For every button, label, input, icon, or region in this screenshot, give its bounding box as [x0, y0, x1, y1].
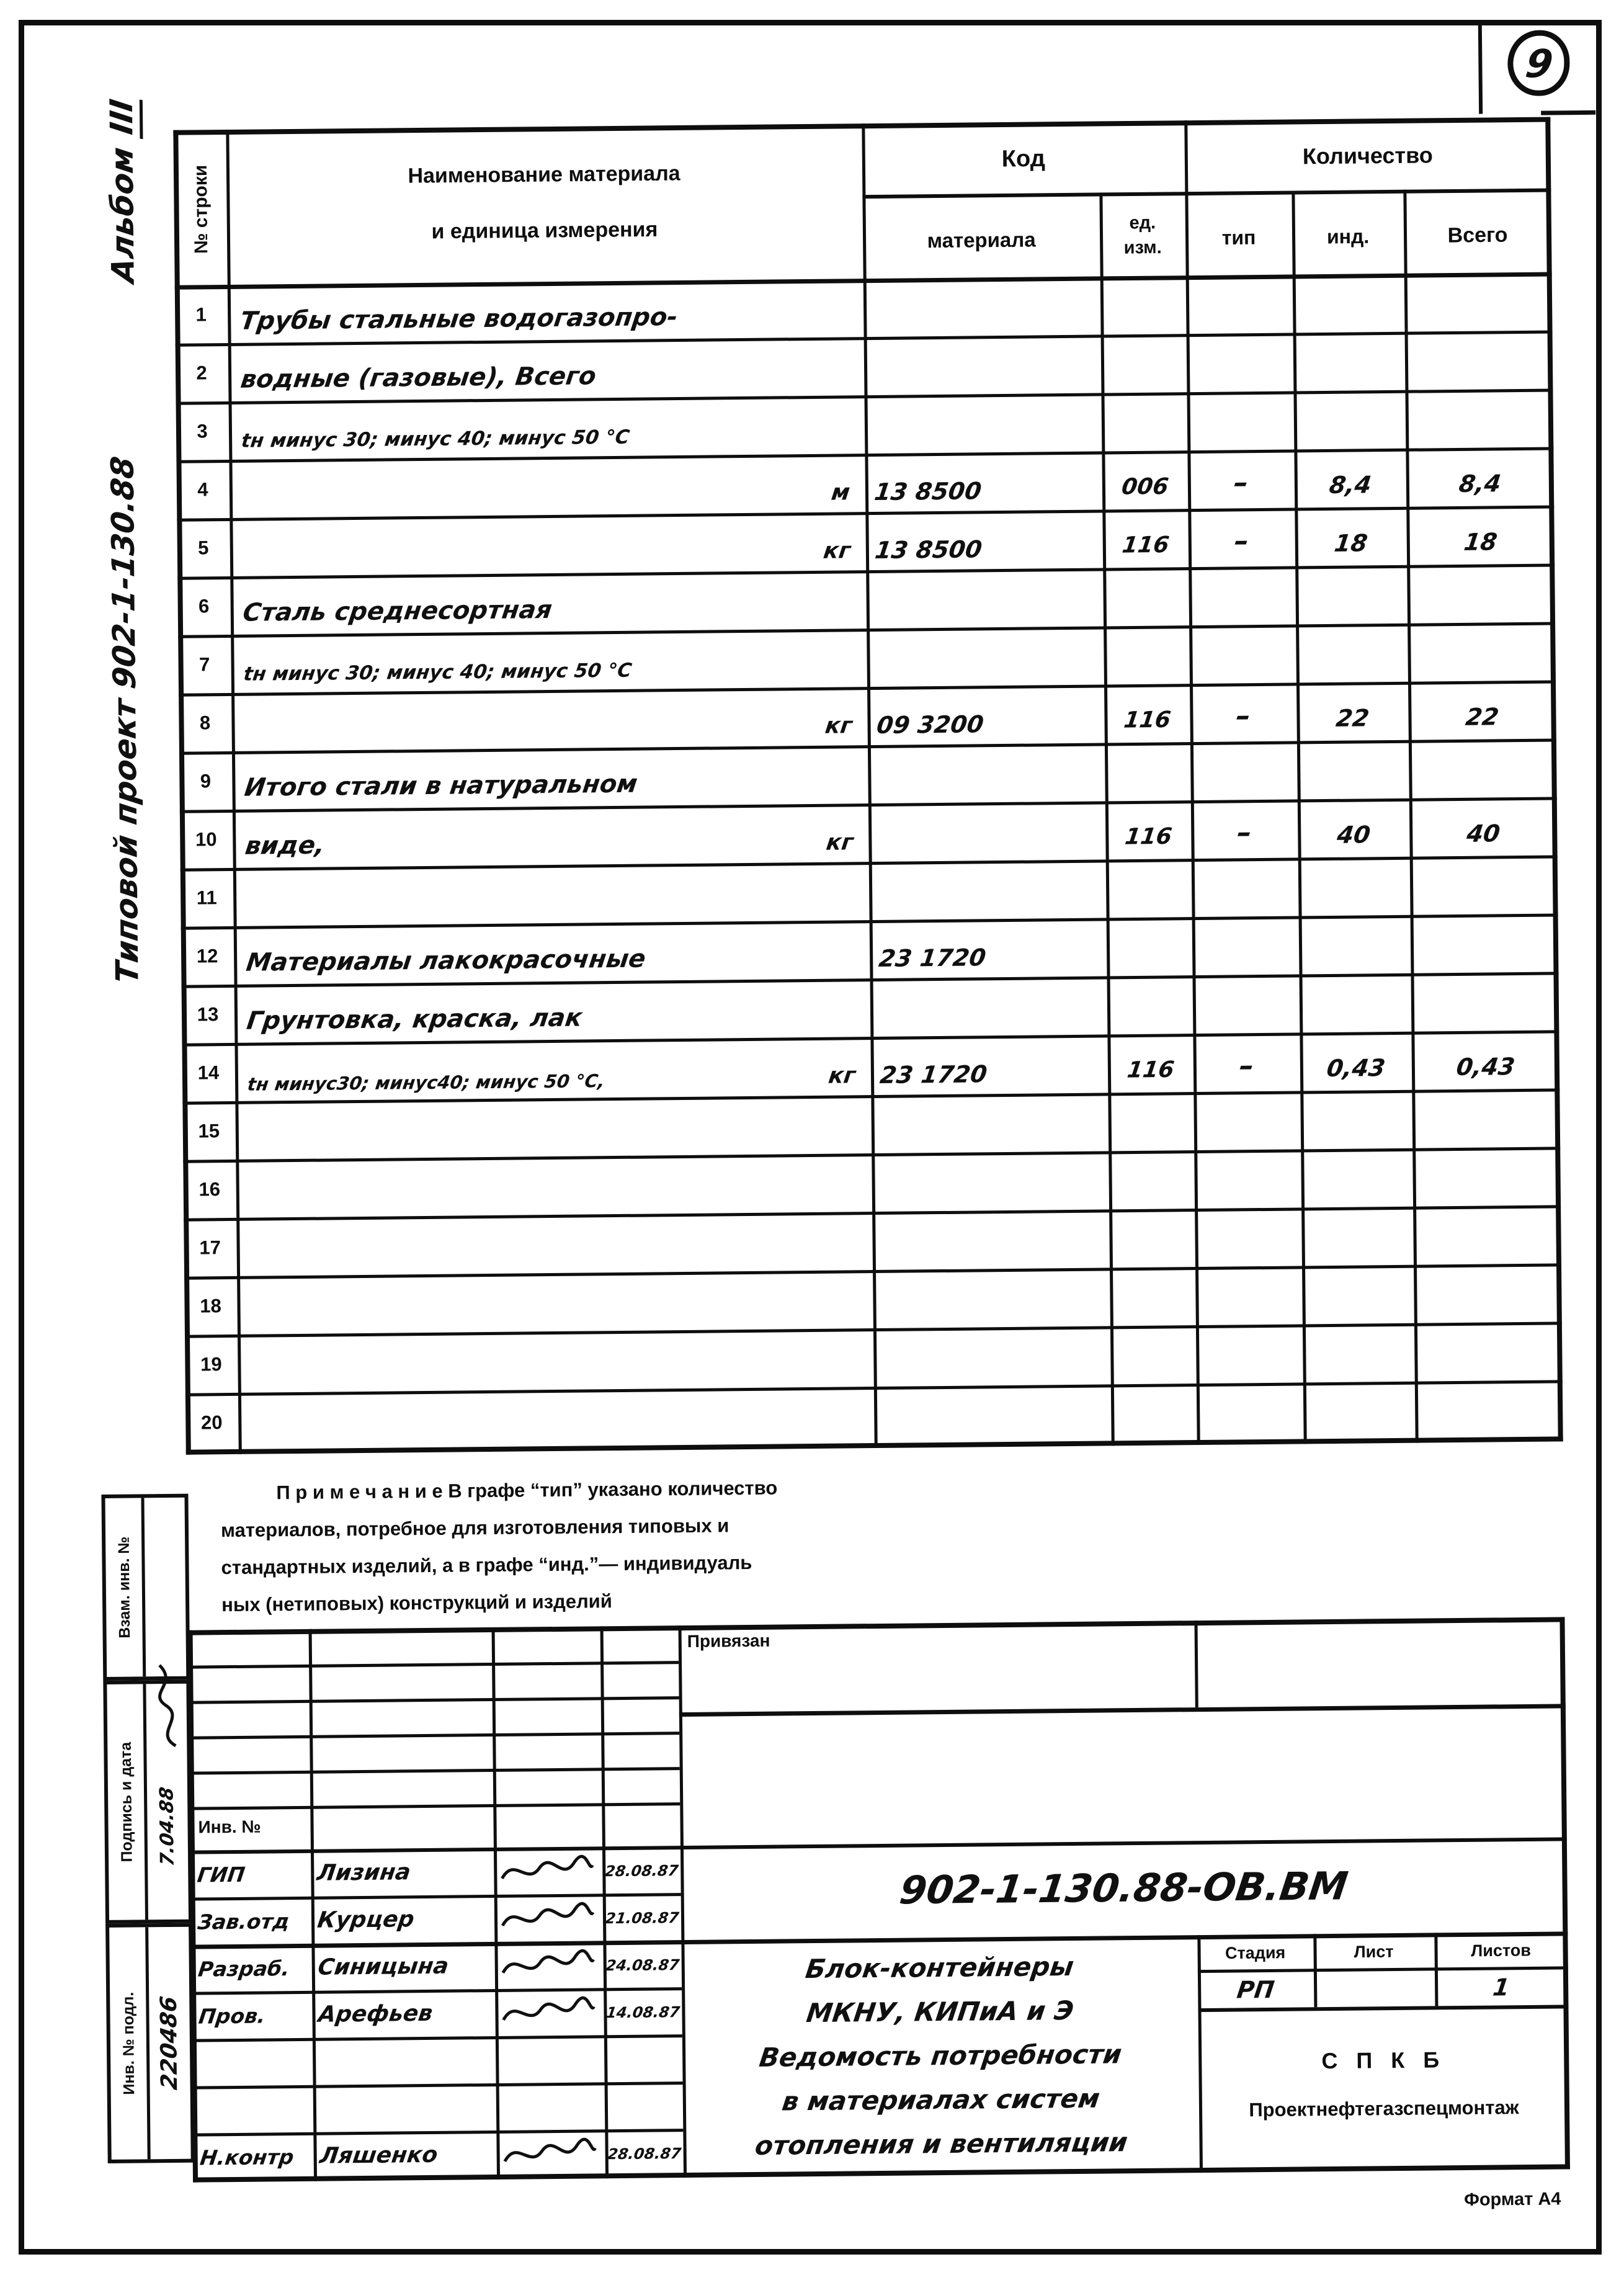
row-number: 18 — [200, 1295, 221, 1317]
signature-scribble — [499, 2137, 599, 2170]
frame-top-line — [1541, 110, 1595, 115]
row-ind: 0,43 — [1325, 1054, 1387, 1083]
grid-line — [309, 1629, 318, 2181]
row-type: – — [1237, 1048, 1256, 1083]
stamp-vzam-inv — [101, 1494, 190, 1681]
sheet-header: Лист — [1354, 1942, 1394, 1962]
row-name: Сталь среднесортная — [241, 595, 554, 627]
row-name: tн минус 30; минус 40; минус 50 °С — [242, 659, 633, 686]
row-unit-code: 116 — [1122, 707, 1172, 733]
sheet-number: 9 — [1523, 40, 1556, 87]
signature-role: Разраб. — [197, 1956, 292, 1982]
binding-label: Привязан — [687, 1630, 770, 1651]
grid-line — [679, 1625, 687, 2178]
note-line: материалов, потребное для изготовления типовых и — [220, 1514, 729, 1542]
grid-line — [1559, 1617, 1570, 2169]
stamp-divider — [145, 1927, 151, 2159]
row-number: 15 — [198, 1120, 220, 1142]
col-header-code-group: Код — [1001, 145, 1046, 172]
stamp-inv-podl — [105, 1923, 195, 2163]
row-unit-code: 116 — [1125, 1057, 1176, 1083]
row-name: водные (газовые), Всего — [239, 362, 598, 394]
note-line: ных (нетиповых) конструкций и изделий — [221, 1590, 612, 1616]
row-unit: кг — [824, 829, 855, 856]
sheet-number-box-line — [1478, 21, 1483, 114]
row-total: 22 — [1464, 703, 1501, 731]
note-line: стандартных изделий, а в графе “инд.”— индивидуаль — [221, 1551, 752, 1579]
signature-date: 28.08.87 — [606, 2145, 682, 2163]
col-header-qty-group: Количество — [1302, 142, 1433, 169]
doc-number: 902-1-130.88-ОВ.ВМ — [897, 1863, 1351, 1913]
inventory-label: Инв. № — [198, 1817, 261, 1837]
grid-line — [188, 1661, 679, 1669]
signature-scribble — [498, 1995, 597, 2029]
row-number: 20 — [200, 1411, 223, 1434]
row-type: – — [1231, 465, 1251, 499]
row-number: 1 — [195, 303, 207, 326]
row-type: – — [1232, 524, 1251, 558]
stamp-podpis-data — [103, 1680, 192, 1924]
grid-line — [1292, 190, 1306, 1444]
row-total: 40 — [1465, 820, 1502, 847]
col-header-name-line1: Наименование материала — [408, 161, 680, 188]
col-header-unit-line2: изм. — [1123, 238, 1162, 258]
signature-name: Ляшенко — [318, 2142, 440, 2169]
grid-line — [189, 1696, 679, 1704]
col-header-qty-ind: инд. — [1326, 225, 1370, 248]
doc-title-line: в материалах систем — [780, 2083, 1102, 2117]
row-total: 8,4 — [1457, 470, 1503, 498]
stamp-inv-podl-value: 220486 — [156, 1995, 183, 2091]
row-number: 3 — [197, 420, 208, 442]
title-block — [188, 1617, 1570, 2182]
row-type: – — [1235, 815, 1254, 849]
signature-role: ГИП — [195, 1862, 247, 1887]
doc-title-line: МКНУ, КИПиА и Э — [805, 1995, 1076, 2029]
row-ind: 8,4 — [1327, 471, 1373, 499]
stamp-vzam-label: Взам. инв. № — [115, 1536, 134, 1638]
col-header-qty-type: тип — [1221, 226, 1256, 249]
stamp-podpis-value: 7.04.88 — [156, 1786, 179, 1867]
signature-date: 14.08.87 — [605, 2003, 681, 2022]
row-number: 17 — [199, 1236, 221, 1259]
grid-line — [192, 2034, 682, 2042]
signature-date: 24.08.87 — [604, 1956, 680, 1975]
signature-name: Синицына — [316, 1953, 450, 1980]
sheets-header: Листов — [1471, 1941, 1531, 1960]
signature-name: Арефьев — [316, 2000, 434, 2027]
project-label: Типовой проект 902-1-130.88 — [104, 454, 146, 986]
grid-line — [189, 1732, 679, 1740]
row-code: 23 1720 — [877, 944, 988, 972]
stamp-inv-podl-label: Инв. № подл. — [119, 1992, 138, 2095]
stamp-divider — [141, 1498, 146, 1676]
doc-title-line: Ведомость потребности — [757, 2039, 1124, 2073]
row-unit: кг — [823, 713, 854, 739]
row-code: 23 1720 — [878, 1060, 989, 1089]
signature-scribble — [497, 1901, 597, 1934]
row-number: 16 — [199, 1178, 221, 1200]
signature-date: 21.08.87 — [604, 1909, 680, 1928]
row-unit-code: 006 — [1120, 473, 1171, 500]
col-header-qty-total: Всего — [1447, 223, 1508, 248]
row-name: Материалы лакокрасочные — [244, 944, 648, 977]
grid-line — [862, 123, 877, 1448]
doc-title-line: Блок-контейнеры — [803, 1951, 1076, 1985]
grid-line — [189, 1802, 680, 1810]
grid-line — [173, 130, 190, 1455]
row-number: 13 — [197, 1003, 219, 1026]
signature-scribble — [150, 1659, 188, 1753]
row-number: 14 — [197, 1062, 220, 1084]
row-number: 7 — [199, 653, 210, 676]
row-number: 10 — [195, 828, 217, 851]
row-unit: кг — [827, 1063, 857, 1089]
grid-line — [192, 2129, 683, 2137]
row-number: 6 — [198, 595, 210, 617]
col-header-name-line2: и единица измерения — [431, 217, 658, 244]
row-ind: 18 — [1332, 529, 1370, 557]
grid-line — [189, 1767, 680, 1775]
row-name: tн минус 30; минус 40; минус 50 °С — [239, 426, 631, 452]
row-number: 19 — [200, 1353, 222, 1375]
row-number: 5 — [197, 537, 209, 559]
materials-table — [173, 117, 1563, 1454]
row-total: 0,43 — [1455, 1053, 1517, 1081]
signature-scribble — [497, 1854, 596, 1887]
format-label: Формат А4 — [1463, 2189, 1561, 2210]
grid-line — [1194, 1621, 1198, 1707]
row-code: 13 8500 — [873, 535, 984, 565]
grid-line — [192, 2081, 683, 2090]
grid-line — [679, 1704, 1566, 1717]
row-name: Итого стали в натуральном — [243, 769, 640, 802]
col-header-code-material: материала — [927, 228, 1036, 253]
album-number: III — [104, 95, 143, 140]
album-word: Альбом — [104, 145, 141, 285]
row-unit-code: 116 — [1123, 823, 1174, 850]
signature-name: Курцер — [316, 1907, 416, 1933]
grid-line — [191, 1987, 682, 1995]
row-name: Грунтовка, краска, лак — [245, 1003, 584, 1035]
grid-line — [600, 1626, 609, 2178]
grid-line — [1184, 120, 1200, 1445]
row-number: 2 — [196, 362, 207, 384]
row-number: 11 — [196, 887, 217, 909]
stamp-divider — [143, 1684, 148, 1920]
row-unit: кг — [821, 538, 852, 564]
doc-title-line: отопления и вентиляции — [753, 2127, 1130, 2161]
row-number: 9 — [200, 770, 212, 792]
signature-scribble — [497, 1948, 597, 1982]
stage-value: РП — [1235, 1975, 1276, 2004]
grid-line — [190, 1837, 1567, 1854]
org-name-line1: С П К Б — [1321, 2047, 1446, 2074]
row-type: – — [1234, 699, 1253, 733]
row-number: 4 — [197, 478, 208, 501]
row-name: виде, — [243, 831, 327, 861]
signature-name: Лизина — [315, 1859, 413, 1886]
grid-line — [1198, 2005, 1568, 2012]
row-ind: 22 — [1334, 704, 1371, 732]
row-name: Трубы стальные водогазопро- — [238, 302, 680, 336]
album-label — [104, 95, 141, 285]
note-line: П р и м е ч а н и е В графе “тип” указано количество — [276, 1477, 778, 1504]
signature-role: Н.контр — [199, 2145, 296, 2170]
grid-line — [188, 1617, 1565, 1635]
row-unit-code: 116 — [1120, 532, 1171, 558]
signature-role: Зав.отд — [196, 1909, 292, 1934]
row-total: 18 — [1462, 528, 1499, 556]
row-number: 12 — [196, 945, 218, 967]
stamp-podpis-label: Подпись и дата — [117, 1741, 136, 1862]
row-code: 13 8500 — [873, 477, 983, 506]
grid-line — [862, 188, 1551, 199]
grid-line — [1403, 190, 1418, 1443]
row-unit: м — [829, 480, 852, 506]
row-number: 8 — [199, 712, 211, 734]
row-name: tн минус30; минус40; минус 50 °С, — [246, 1070, 607, 1095]
row-ind: 40 — [1335, 821, 1372, 849]
signature-role: Пров. — [197, 2003, 267, 2029]
doc-title — [681, 1943, 1199, 2168]
col-header-unit-line1: ед. — [1129, 213, 1156, 233]
stage-header: Стадия — [1225, 1943, 1286, 1963]
grid-line — [1545, 117, 1563, 1441]
signature-date: 28.08.87 — [604, 1862, 680, 1880]
grid-line — [190, 1893, 681, 1901]
sheets-value: 1 — [1491, 1974, 1512, 2001]
grid-line — [1198, 1966, 1568, 1973]
grid-line — [1099, 192, 1114, 1446]
org-name-line2: Проектнефтегазспецмонтаж — [1249, 2096, 1519, 2121]
col-header-row-no: № строки — [190, 164, 212, 254]
row-code: 09 3200 — [875, 710, 986, 739]
